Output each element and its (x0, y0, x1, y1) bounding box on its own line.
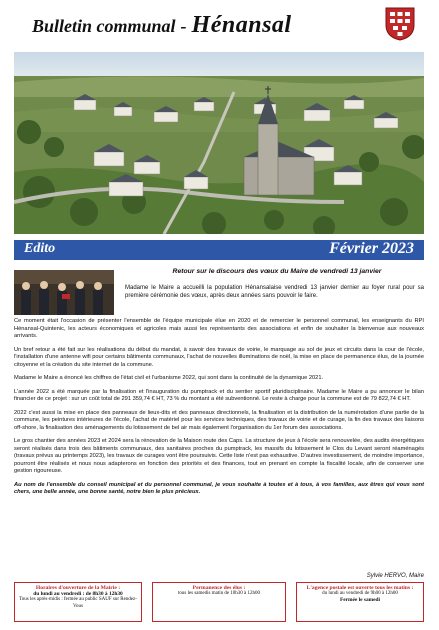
permanence-hours: tous les samedis matin de 10h30 à 12h00 (177, 591, 261, 597)
postal-agency-hours: du lundi au vendredi de 9h00 à 12h00 (322, 591, 398, 597)
title-part2: Hénansal (191, 12, 292, 38)
section-label: Edito (24, 241, 56, 256)
village-aerial-photo (14, 52, 424, 234)
closing-wishes: Au nom de l'ensemble du conseil municipal et du personnel communal, je vous souhaite à toutes et à tous, à vos familles, aux êtres qui vous sont chers, une belle année, une bonne santé, notre bien le plus précieux. (14, 481, 424, 495)
article-paragraph: L'année 2022 a été marquée par la finalisation et l'inauguration du pumptrack et du sentier sportif pluridisciplinaire. Madame le Maire a pu annoncer le bilan financier de ce projet : sur un coût total de 291 359,74 € HT, 73 % du montant a été subventionné. Le reste à charge pour la commune est de 79 822,74 € HT. (14, 388, 424, 402)
article-heading: Retour sur le discours des vœux du Maire de vendredi 13 janvier (172, 268, 382, 275)
postal-agency-box (296, 582, 424, 622)
article-paragraph: Ce moment était l'occasion de présenter l'ensemble de l'équipe municipale élue en 2020 et de remercier le personnel communal, les enseignants du RPI Hénansal-Quintenic, les acteurs économiques et agricoles mais aussi les représentants des associations et enfin de souhaiter la bienvenue aux nouveaux arrivants. (14, 318, 424, 339)
permanence-title: Permanence des élus : (192, 585, 246, 591)
article-paragraph: 2022 c'est aussi la mise en place des panneaux de lieux-dits et des panneaux directionnels, la finalisation et la distribution de la numérotation d'une partie de la commune, les peintures intérieures de l'école, l'achat de matériel pour les services techniques, des travaux de voirie et de curage, la fin des travaux des liaisons off-shore, la finalisation des aménagements du lotissement de bel air mais également l'organisation du 1er forum des associations. (14, 409, 424, 431)
elus-permanence-box (152, 582, 286, 622)
title-separator: - (180, 16, 187, 36)
edito-banner (14, 240, 424, 260)
article-intro: Madame le Maire a accueilli la population Hénansalaise vendredi 13 janvier dernier au foyer rural pour sa première cérémonie des vœux, après deux années sans pouvoir le faire. (125, 285, 424, 299)
article-paragraph: Le gros chantier des années 2023 et 2024 sera la rénovation de la Maison route des Caps. La structure de jeux à l'école sera renouvelée, des audits énergétiques seront réalisés dans trois des bâtiments communaux, des sanitaires proches du pumptrack, les massifs du lotissement le Clos du Levant seront réaménagés (travaux prévus au printemps 2023), les travaux de curages vont être poursuivis. Cette liste n'est pas exhaustive. D'autres investissement, de moindre importance, pourront être réalisés et nous nous adapterons en fonction des priorités et des finances, tout en prenant en compte la fiscalité locale, afin de conserver une gestion rigoureuse. (14, 438, 424, 474)
article-paragraph: Un bref retour a été fait sur les réalisations du début du mandat, à savoir des travaux de voirie, le marquage au sol de jeux et circuits dans la cour de l'école, l'installation d'une antenne wifi pour certains bâtiments communaux, l'achat de nouvelles illuminations de noël, la mise en place de permanence élus, de la journée citoyenne et la création du site internet de la commune. (14, 346, 424, 368)
signature: Sylvie HERVO, Maire (366, 573, 424, 579)
mairie-hours-weekdays: du lundi au vendredi : de 8h30 à 12h30 (33, 591, 123, 598)
ceremony-photo (14, 270, 114, 315)
mairie-hours-box (14, 582, 142, 622)
article-body (14, 318, 424, 503)
article-paragraph: Madame le Maire a énoncé les chiffres de l'état civil et l'urbanisme 2022, qui sont dans la continuité de la dynamique 2021. (14, 375, 324, 381)
mairie-hours-afternoons: Tous les après-midis : fermée au public SAUF sur Rendez-Vous (19, 597, 137, 609)
coat-of-arms-icon (385, 7, 415, 41)
bulletin-title (32, 12, 292, 39)
title-part1: Bulletin communal (32, 16, 176, 36)
mairie-hours-title: Horaires d'ouverture de la Mairie : (35, 585, 121, 591)
issue-date: Février 2023 (329, 240, 414, 257)
masthead (0, 0, 439, 50)
postal-agency-closed: Fermée le samedi (339, 597, 381, 604)
postal-agency-title: L'agence postale est ouverte tous les matins : (306, 585, 414, 591)
